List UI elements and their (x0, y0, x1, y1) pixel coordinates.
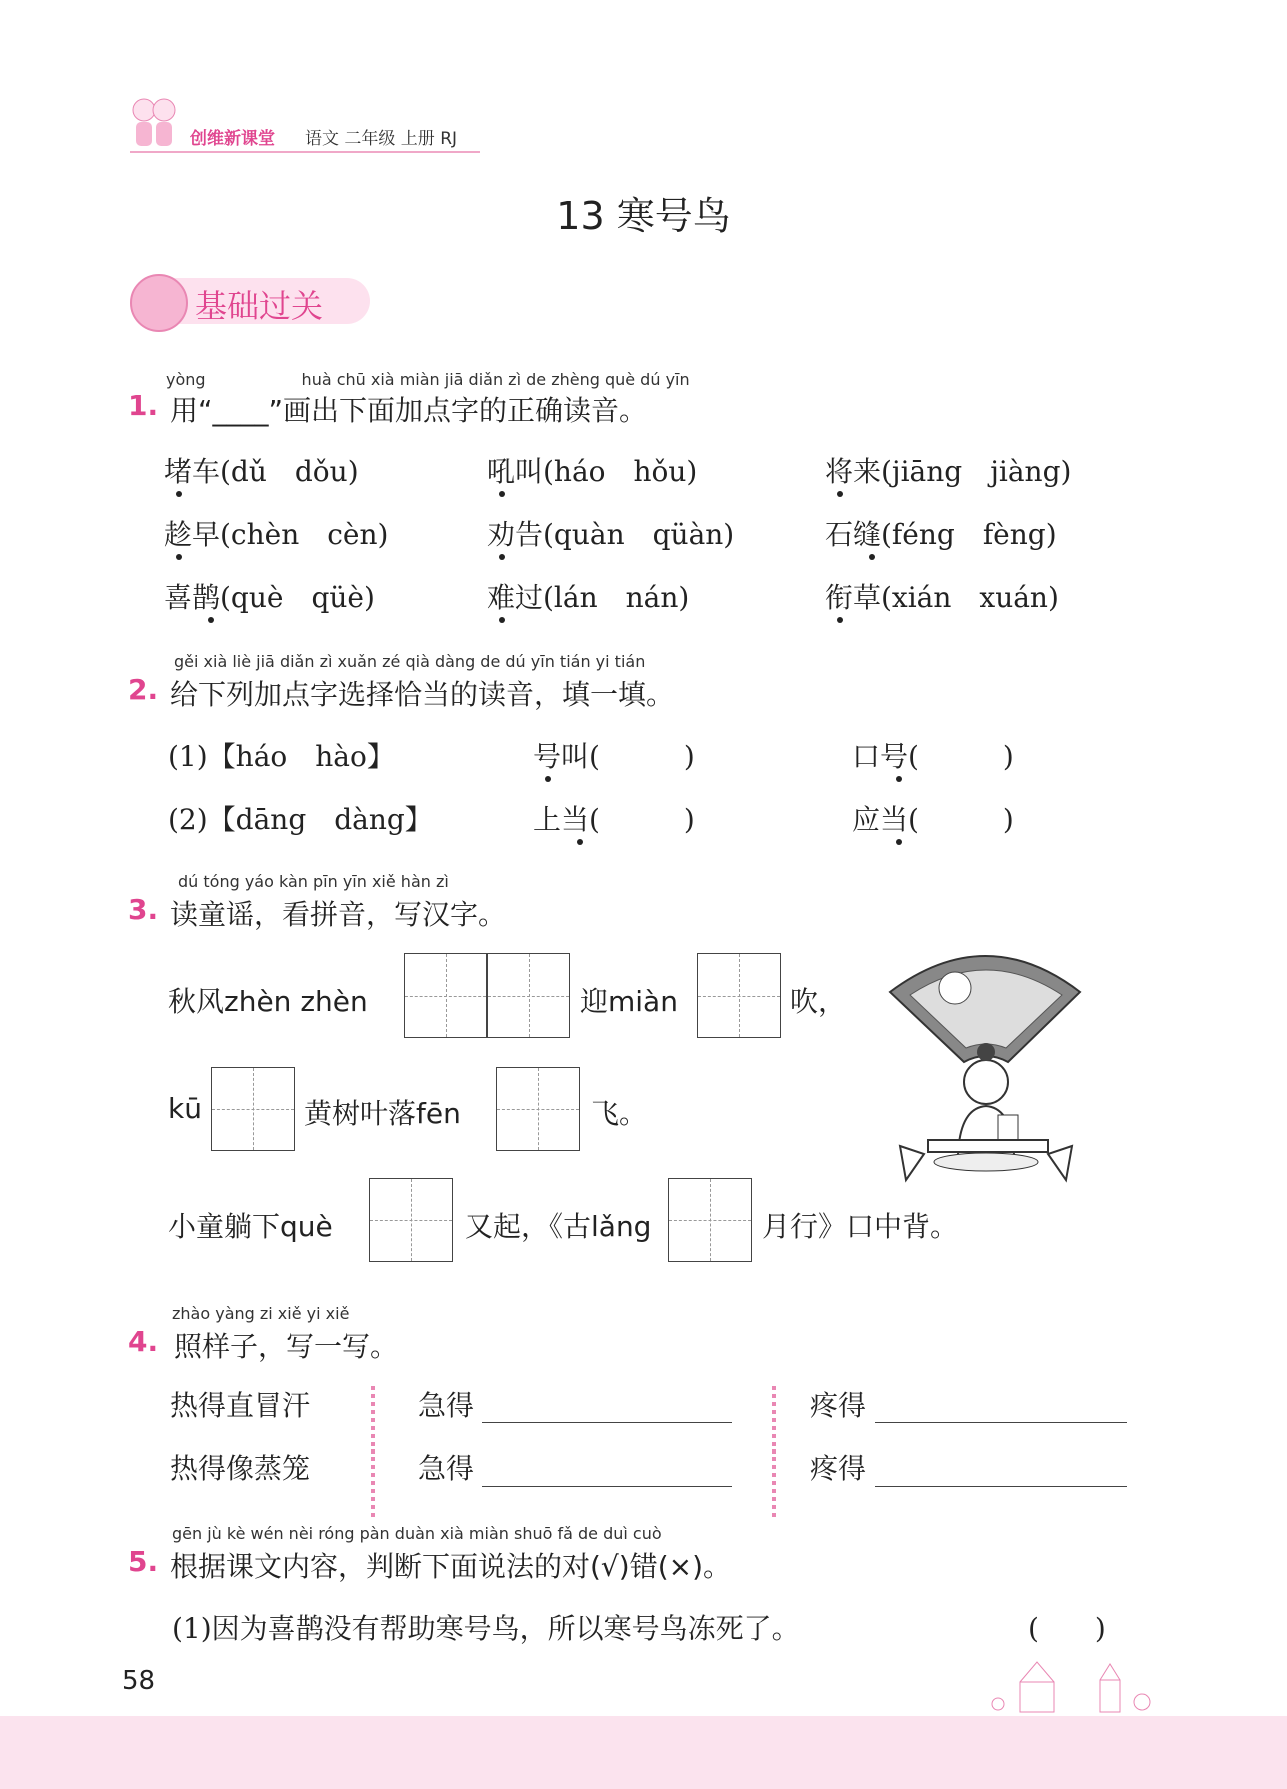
writing-box[interactable] (404, 953, 487, 1038)
writing-box[interactable] (487, 953, 570, 1038)
q5-instruction: 根据课文内容，判断下面说法的对(√)错(×)。 (170, 1550, 732, 1583)
emphasis-dot (499, 617, 505, 623)
separator (772, 1386, 776, 1456)
q3-line2-text: 黄树叶落fēn (304, 1097, 461, 1130)
separator (371, 1449, 375, 1519)
writing-box[interactable] (211, 1067, 295, 1151)
q1-item: 衔草(xián xuán) (825, 581, 1059, 614)
q3-line1-text: 迎miàn (580, 985, 678, 1018)
q1-item: 趁早(chèn cèn) (164, 518, 389, 551)
writing-box[interactable] (697, 953, 781, 1038)
emphasis-dot (577, 839, 583, 845)
q5-answer-blank[interactable]: ( ) (1028, 1612, 1106, 1645)
lesson-title: 13 寒号鸟 (556, 194, 731, 238)
q1-instruction: 用“____”画出下面加点字的正确读音。 (170, 394, 648, 427)
writing-box[interactable] (496, 1067, 580, 1151)
header-subject: 语文 二年级 上册 RJ (305, 129, 458, 149)
q1-item: 吼叫(háo hǒu) (487, 455, 698, 488)
q4-prompt: 疼得 (810, 1389, 867, 1422)
fan-reading-girl-illustration (880, 940, 1092, 1185)
q2-blank[interactable]: 号叫( ) (533, 740, 695, 773)
q5-statement: (1)因为喜鹊没有帮助寒号鸟，所以寒号鸟冻死了。 (172, 1612, 800, 1645)
q2-instruction: 给下列加点字选择恰当的读音，填一填。 (170, 678, 675, 711)
emphasis-dot (499, 554, 505, 560)
emphasis-dot (869, 554, 875, 560)
q2-blank[interactable]: 上当( ) (533, 803, 695, 836)
q4-number: 4. (128, 1325, 159, 1358)
emphasis-dot (837, 491, 843, 497)
page-number: 58 (122, 1666, 156, 1696)
q2-pinyin: gěi xià liè jiā diǎn zì xuǎn zé qià dàng de dú yīn tián yi tián (174, 652, 646, 671)
q5-pinyin: gēn jù kè wén nèi róng pàn duàn xià miàn shuō fǎ de duì cuò (172, 1524, 662, 1543)
q4-instruction: 照样子，写一写。 (174, 1330, 399, 1363)
answer-line[interactable] (875, 1422, 1127, 1423)
q3-line2-text: kū (168, 1092, 202, 1125)
emphasis-dot (176, 554, 182, 560)
q3-pinyin: dú tóng yáo kàn pīn yīn xiě hàn zì (178, 872, 449, 891)
footer-band (0, 1716, 1287, 1789)
q3-line3-text: 又起，《古lǎng (465, 1210, 652, 1243)
q3-line1-text: 秋风zhèn zhèn (168, 985, 368, 1018)
section-mascot-icon (130, 274, 188, 332)
q1-item: 劝告(quàn qüàn) (487, 518, 735, 551)
emphasis-dot (896, 839, 902, 845)
q5-number: 5. (128, 1545, 159, 1578)
q4-example: 热得像蒸笼 (170, 1452, 311, 1485)
q3-instruction: 读童谣，看拼音，写汉字。 (170, 898, 507, 931)
q4-pinyin: zhào yàng zi xiě yi xiě (172, 1304, 350, 1323)
section-title: 基础过关 (195, 287, 324, 325)
q2-row-label: (2)【dāng dàng】 (168, 803, 433, 836)
emphasis-dot (176, 491, 182, 497)
emphasis-dot (896, 776, 902, 782)
writing-box[interactable] (369, 1178, 453, 1262)
q3-line3-text: 月行》口中背。 (762, 1210, 959, 1243)
q1-pinyin: yòng huà chū xià miàn jiā diǎn zì de zhèng què dú yīn (166, 370, 690, 389)
q4-prompt: 急得 (418, 1452, 475, 1485)
separator (772, 1449, 776, 1519)
header-brand: 创维新课堂 (190, 129, 275, 149)
emphasis-dot (499, 491, 505, 497)
q1-item: 堵车(dǔ dǒu) (164, 455, 359, 488)
q1-item: 喜鹊(què qüè) (164, 581, 375, 614)
separator (371, 1386, 375, 1456)
q1-number: 1. (128, 389, 159, 422)
castle-decoration-icon (990, 1652, 1170, 1716)
answer-line[interactable] (482, 1422, 732, 1423)
answer-line[interactable] (482, 1486, 732, 1487)
q3-line3-text: 小童躺下què (168, 1210, 333, 1243)
q1-item: 将来(jiāng jiàng) (825, 455, 1072, 488)
q2-blank[interactable]: 口号( ) (852, 740, 1014, 773)
writing-box[interactable] (668, 1178, 752, 1262)
header-mascot-icon (128, 92, 178, 150)
answer-line[interactable] (875, 1486, 1127, 1487)
q4-prompt: 急得 (418, 1389, 475, 1422)
q4-prompt: 疼得 (810, 1452, 867, 1485)
q2-blank[interactable]: 应当( ) (852, 803, 1014, 836)
q3-line1-text: 吹， (790, 985, 847, 1018)
emphasis-dot (208, 617, 214, 623)
emphasis-dot (837, 617, 843, 623)
q3-line2-text: 飞。 (591, 1097, 648, 1130)
q2-row-label: (1)【háo hào】 (168, 740, 395, 773)
q1-item: 难过(lán nán) (487, 581, 690, 614)
q3-number: 3. (128, 893, 159, 926)
emphasis-dot (545, 776, 551, 782)
q2-number: 2. (128, 673, 159, 706)
q1-item: 石缝(féng fèng) (825, 518, 1057, 551)
header-divider (130, 151, 480, 153)
q4-example: 热得直冒汗 (170, 1389, 311, 1422)
